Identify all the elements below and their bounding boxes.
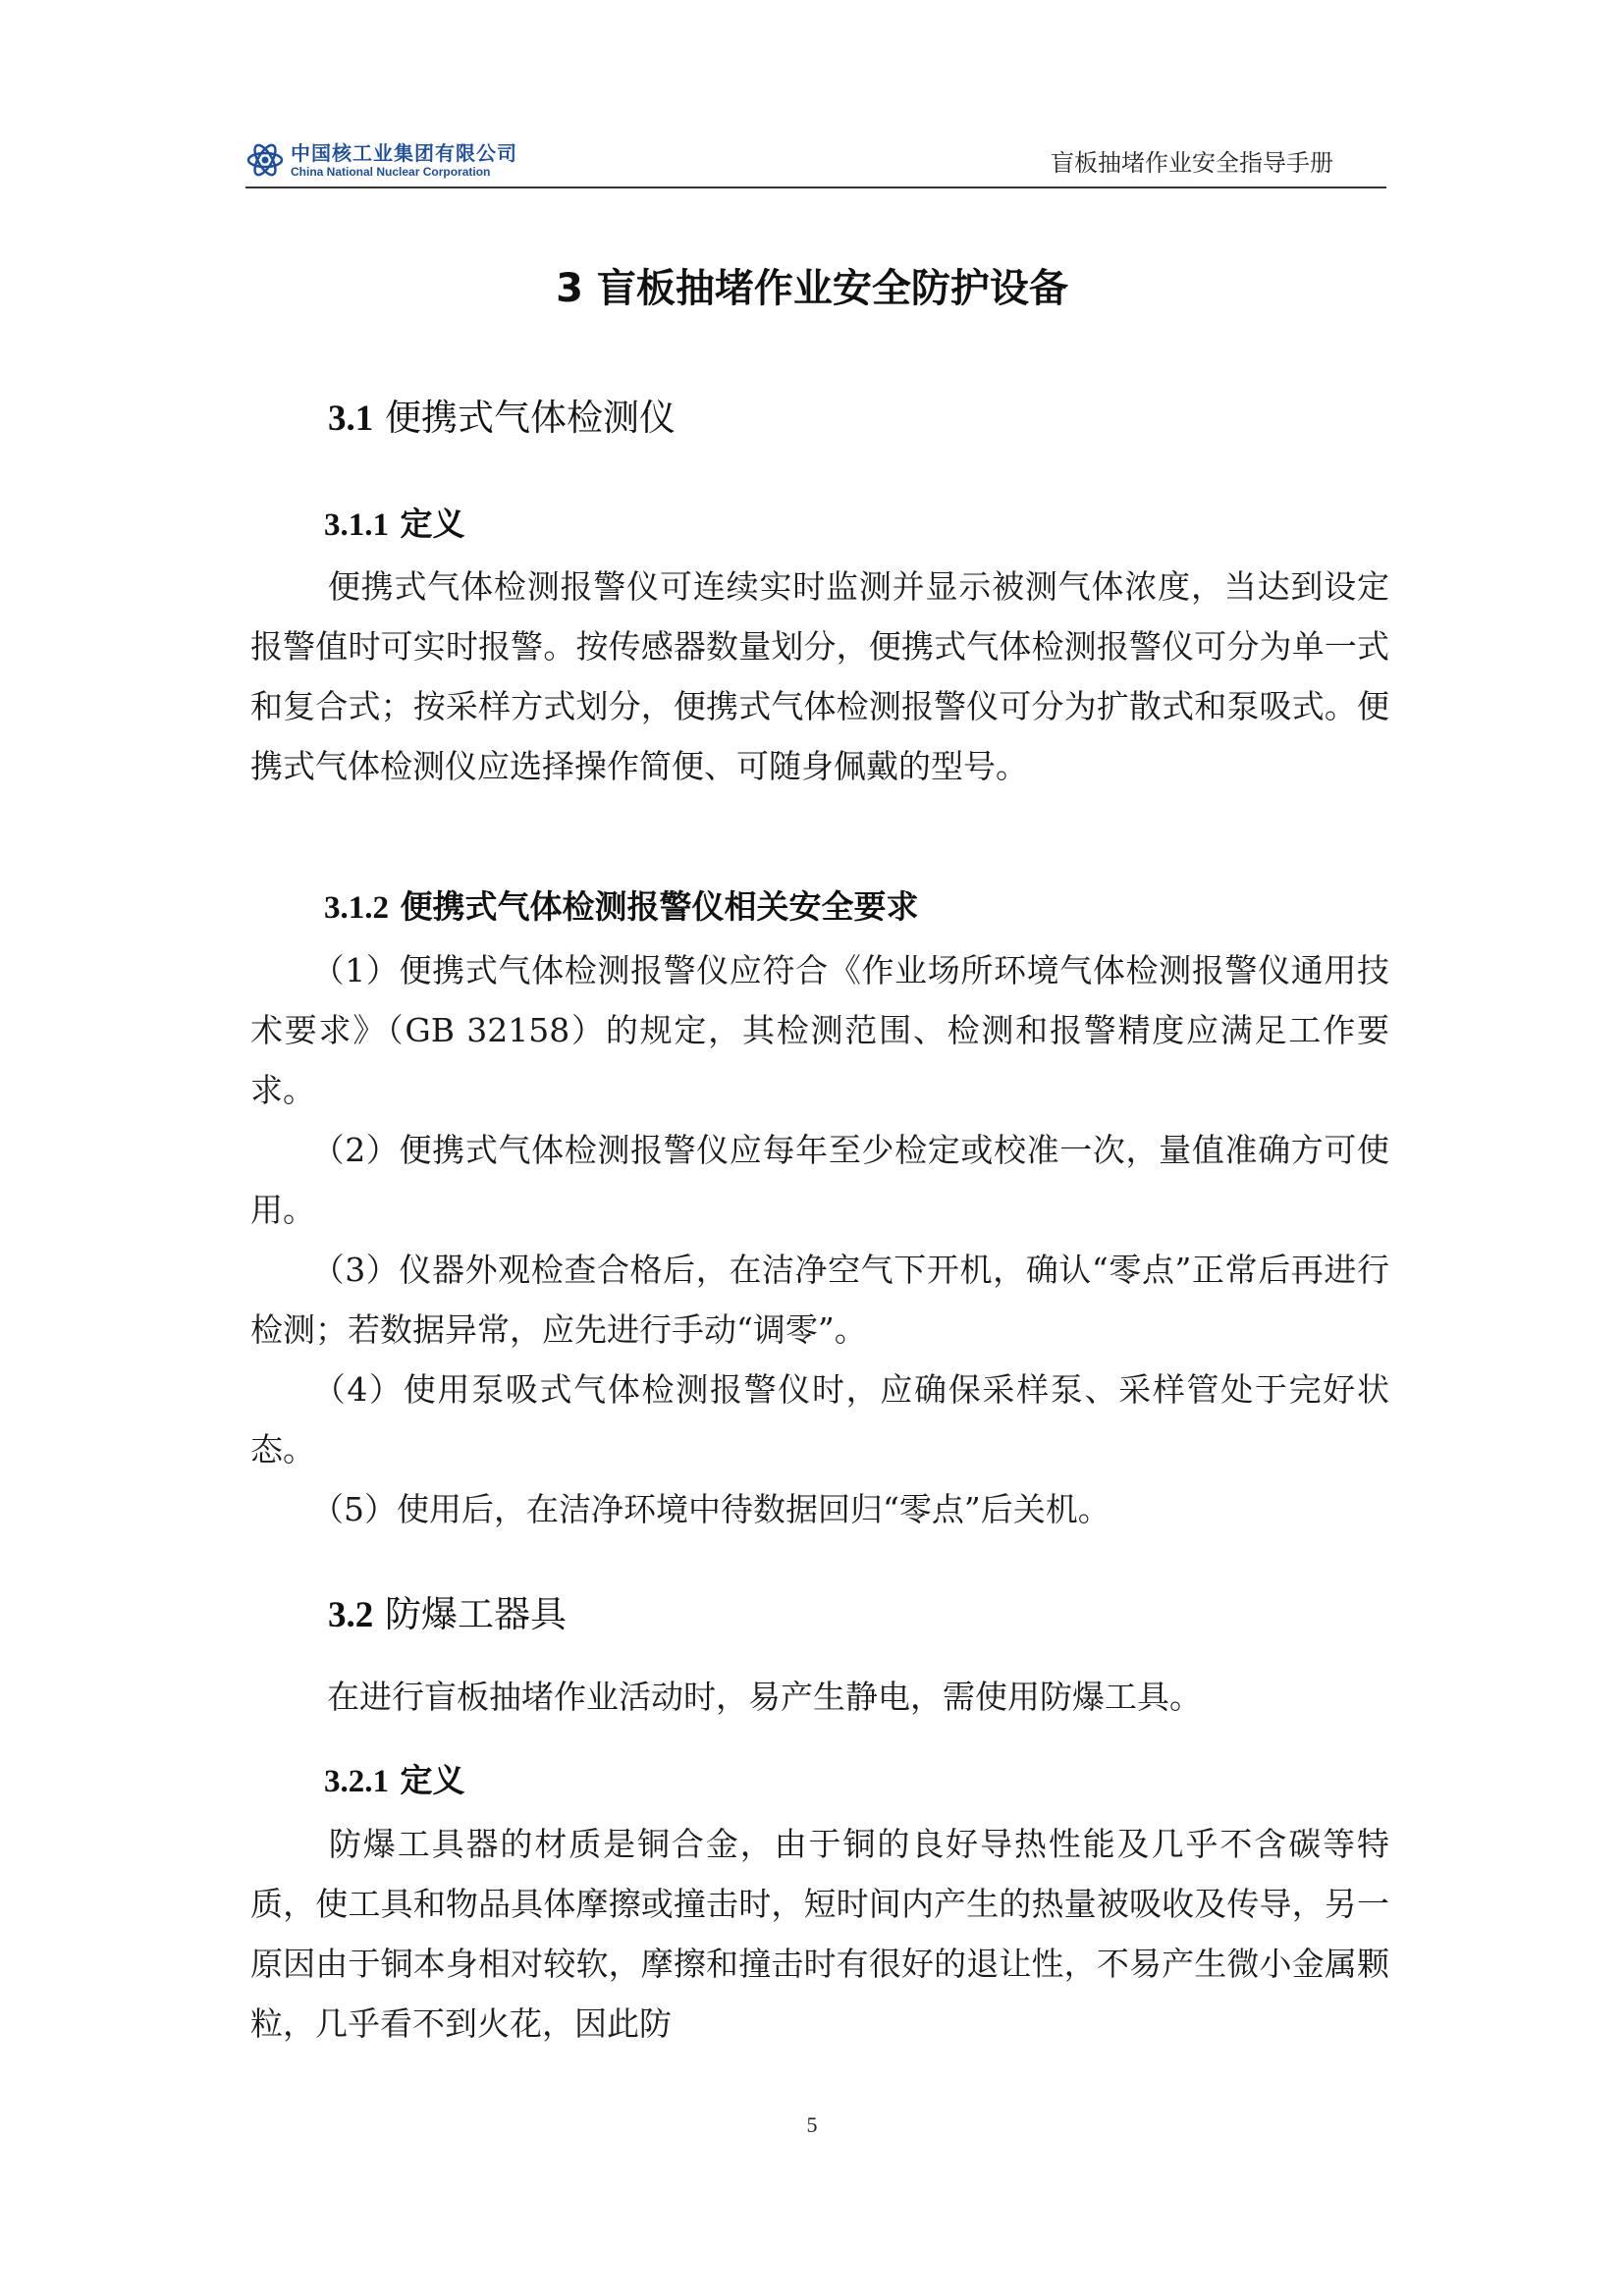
paragraph-text: 在进行盲板抽堵作业活动时，易产生静电，需使用防爆工具。 (327, 1678, 1202, 1716)
requirement-item-2 (250, 1120, 1389, 1240)
document-title: 盲板抽堵作业安全指导手册 (1051, 149, 1333, 177)
subsection-title: 定义 (400, 1761, 465, 1799)
atom-logo-icon (245, 140, 285, 180)
requirement-text: （4）使用泵吸式气体检测报警仪时，应确保采样泵、采样管处于完好状态。 (250, 1370, 1389, 1468)
requirement-item-1 (250, 940, 1389, 1120)
subsection-number: 3.1.1 (324, 507, 389, 543)
requirement-text: （2）便携式气体检测报警仪应每年至少检定或校准一次，量值准确方可使用。 (250, 1131, 1389, 1229)
requirement-text: （3）仪器外观检查合格后，在洁净空气下开机，确认“零点”正常后再进行检测；若数据异常，应先进行手动“调零”。 (250, 1251, 1389, 1349)
subsection-number: 3.1.2 (324, 890, 389, 926)
requirement-item-5 (250, 1479, 1389, 1539)
subsection-title: 便携式气体检测报警仪相关安全要求 (400, 887, 919, 926)
section-title: 便携式气体检测仪 (385, 397, 677, 439)
paragraph-text: 防爆工具器的材质是铜合金，由于铜的良好导热性能及几乎不含碳等特质，使工具和物品具体摩擦或撞击时，短时间内产生的热量被吸收及传导，另一原因由于铜本身相对较软，摩擦和撞击时有很好的退让性，不易产生微小金属颗粒，几乎看不到火花，因此防 (250, 1825, 1389, 2043)
section-heading-3-2 (328, 1584, 567, 1637)
paragraph-text: 便携式气体检测报警仪可连续实时监测并显示被测气体浓度，当达到设定报警值时可实时报警。按传感器数量划分，便携式气体检测报警仪可分为单一式和复合式；按采样方式划分，便携式气体检测报警仪可分为扩散式和泵吸式。便携式气体检测仪应选择操作简便、可随身佩戴的型号。 (250, 567, 1389, 785)
section-title: 防爆工器具 (385, 1593, 568, 1635)
subsection-title: 定义 (400, 505, 465, 543)
definition-paragraph-3-1-1 (250, 557, 1389, 796)
section-heading-3-1 (328, 388, 676, 441)
logo-english-name: China National Nuclear Corporation (291, 164, 491, 179)
requirement-text: （1）便携式气体检测报警仪应符合《作业场所环境气体检测报警仪通用技术要求》（GB 32158）的规定，其检测范围、检测和报警精度应满足工作要求。 (250, 951, 1389, 1109)
company-logo (245, 135, 517, 185)
requirement-text: （5）使用后，在洁净环境中待数据回归“零点”后关机。 (311, 1490, 1110, 1528)
subsection-heading-3-1-2 (324, 881, 919, 928)
section-number: 3.1 (328, 399, 374, 439)
logo-chinese-name: 中国核工业集团有限公司 (291, 140, 517, 165)
subsection-number: 3.2.1 (324, 1764, 389, 1799)
intro-paragraph-3-2 (250, 1667, 1389, 1727)
subsection-heading-3-1-1 (324, 499, 465, 545)
header-divider (245, 187, 1386, 188)
requirement-item-3 (250, 1240, 1389, 1360)
section-number: 3.2 (328, 1595, 374, 1635)
chapter-title: 3 盲板抽堵作业安全防护设备 (556, 266, 1068, 311)
definition-paragraph-3-2-1 (250, 1814, 1389, 2054)
page-header (245, 130, 1384, 190)
subsection-heading-3-2-1 (324, 1755, 465, 1801)
requirement-item-4 (250, 1360, 1389, 1479)
page-number: 5 (806, 2112, 818, 2137)
